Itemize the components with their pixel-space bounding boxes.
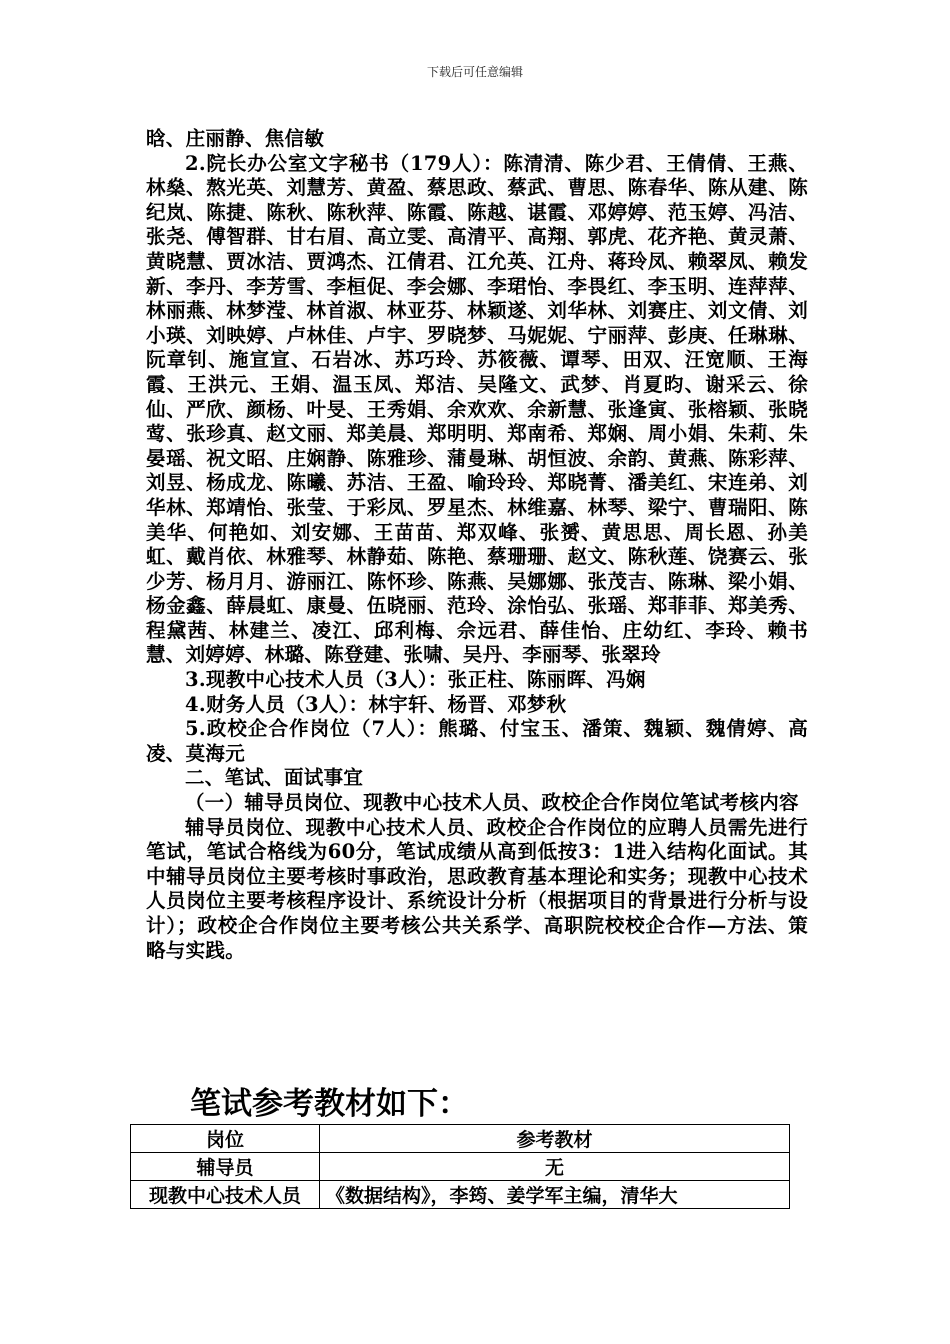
paragraph-tech-staff: 3.现教中心技术人员（3人）：张正柱、陈丽晖、冯娴	[185, 668, 646, 692]
table-row	[131, 1153, 790, 1181]
document-body	[146, 127, 808, 963]
paragraph-finance-staff: 4.财务人员（3人）：林宇轩、杨晋、邓梦秋	[185, 692, 567, 716]
paragraph-secretary-list: 2.院长办公室文字秘书（179人）：陈清清、陈少君、王倩倩、王燕、林燊、熬光英、刘慧芳、黄盈、蔡思政、蔡武、曹思、陈春华、陈从建、陈纪岚、陈捷、陈秋、陈秋萍、陈霞、陈越、谌霞、邓婷婷、范玉婷、冯洁、张尧、傅智群、甘右眉、高立雯、高清平、高翔、郭虎、花齐艳、黄灵萧、黄晓慧、贾冰洁、贾鸿杰、江倩君、江允英、江舟、蒋玲凤、赖翠凤、赖发新、李丹、李芳雪、李桓促、李会娜、李珺怡、李畏红、李玉明、连萍萍、林丽燕、林梦滢、林首淑、林亚芬、林颖遂、刘华林、刘赛庄、刘文倩、刘小瑛、刘映婷、卢林佳、卢宇、罗晓梦、马妮妮、宁丽萍、彭庚、任琳琳、阮章钊、施宣宣、石岩冰、苏巧玲、苏筱薇、谭琴、田双、汪宽顺、王海霞、王洪元、王娟、温玉凤、郑洁、吴隆文、武梦、肖夏昀、谢采云、徐仙、严欣、颜杨、叶旻、王秀娟、余欢欢、余新慧、张逢寅、张榕颖、张晓莺、张珍真、赵文丽、郑美晨、郑明明、郑南希、郑娴、周小娟、朱莉、朱晏瑶、祝文昭、庄娴静、陈雅珍、蒲曼琳、胡恒波、余韵、黄燕、陈彩萍、刘昱、杨成龙、陈曦、苏洁、王盈、喻玲玲、郑晓菁、潘美红、宋连弟、刘华林、郑靖怡、张莹、于彩凤、罗星杰、林维嘉、林琴、梁宁、曹瑞阳、陈美华、何艳如、刘安娜、王苗苗、郑双峰、张赟、黄思思、周长恩、孙美虹、戴肖依、林雅琴、林静茹、陈艳、蔡珊珊、赵文、陈秋莲、饶赛云、张少芳、杨月月、游丽江、陈怀珍、陈燕、吴娜娜、张茂吉、陈琳、梁小娟、杨金鑫、薛晨虹、康曼、伍晓丽、范玲、涂怡弘、张瑶、郑菲菲、郑美秀、程黛茜、林建兰、凌江、邱利梅、佘远君、薛佳怡、庄幼红、李玲、赖书慧、刘婷婷、林璐、陈登建、张啸、吴丹、李丽琴、张翠玲	[146, 151, 808, 667]
table-header-post: 岗位	[131, 1125, 320, 1153]
table-cell-textbook: 无	[320, 1153, 790, 1181]
textbook-heading: 笔试参考教材如下：	[190, 1086, 469, 1122]
paragraph-cooperation-posts: 5.政校企合作岗位（7人）：熊璐、付宝玉、潘策、魏颖、魏倩婷、高凌、莫海元	[146, 717, 808, 765]
textbook-table	[130, 1124, 790, 1209]
table-cell-post: 现教中心技术人员	[131, 1181, 320, 1209]
page-header-note: 下载后可任意编辑	[426, 65, 523, 79]
table-row	[131, 1181, 790, 1209]
subsection-heading-exam-content: （一）辅导员岗位、现教中心技术人员、政校企合作岗位笔试考核内容	[185, 791, 799, 815]
table-cell-post: 辅导员	[131, 1153, 320, 1181]
section-heading-exam: 二、笔试、面试事宜	[185, 766, 364, 790]
paragraph-name-list-continuation: 晗、庄丽静、焦信敏	[146, 127, 325, 150]
table-cell-textbook: 《数据结构》，李筠、姜学军主编，清华大	[320, 1181, 790, 1209]
table-header-textbook: 参考教材	[320, 1125, 790, 1153]
paragraph-exam-details: 辅导员岗位、现教中心技术人员、政校企合作岗位的应聘人员需先进行笔试，笔试合格线为60分，笔试成绩从高到低按3：1进入结构化面试。其中辅导员岗位主要考核时事政治，思政教育基本理论和实务；现教中心技术人员岗位主要考核程序设计、系统设计分析（根据项目的背景进行分析与设计）；政校企合作岗位主要考核公共关系学、高职院校校企合作—方法、策略与实践。	[146, 815, 808, 962]
table-header-row	[131, 1125, 790, 1153]
